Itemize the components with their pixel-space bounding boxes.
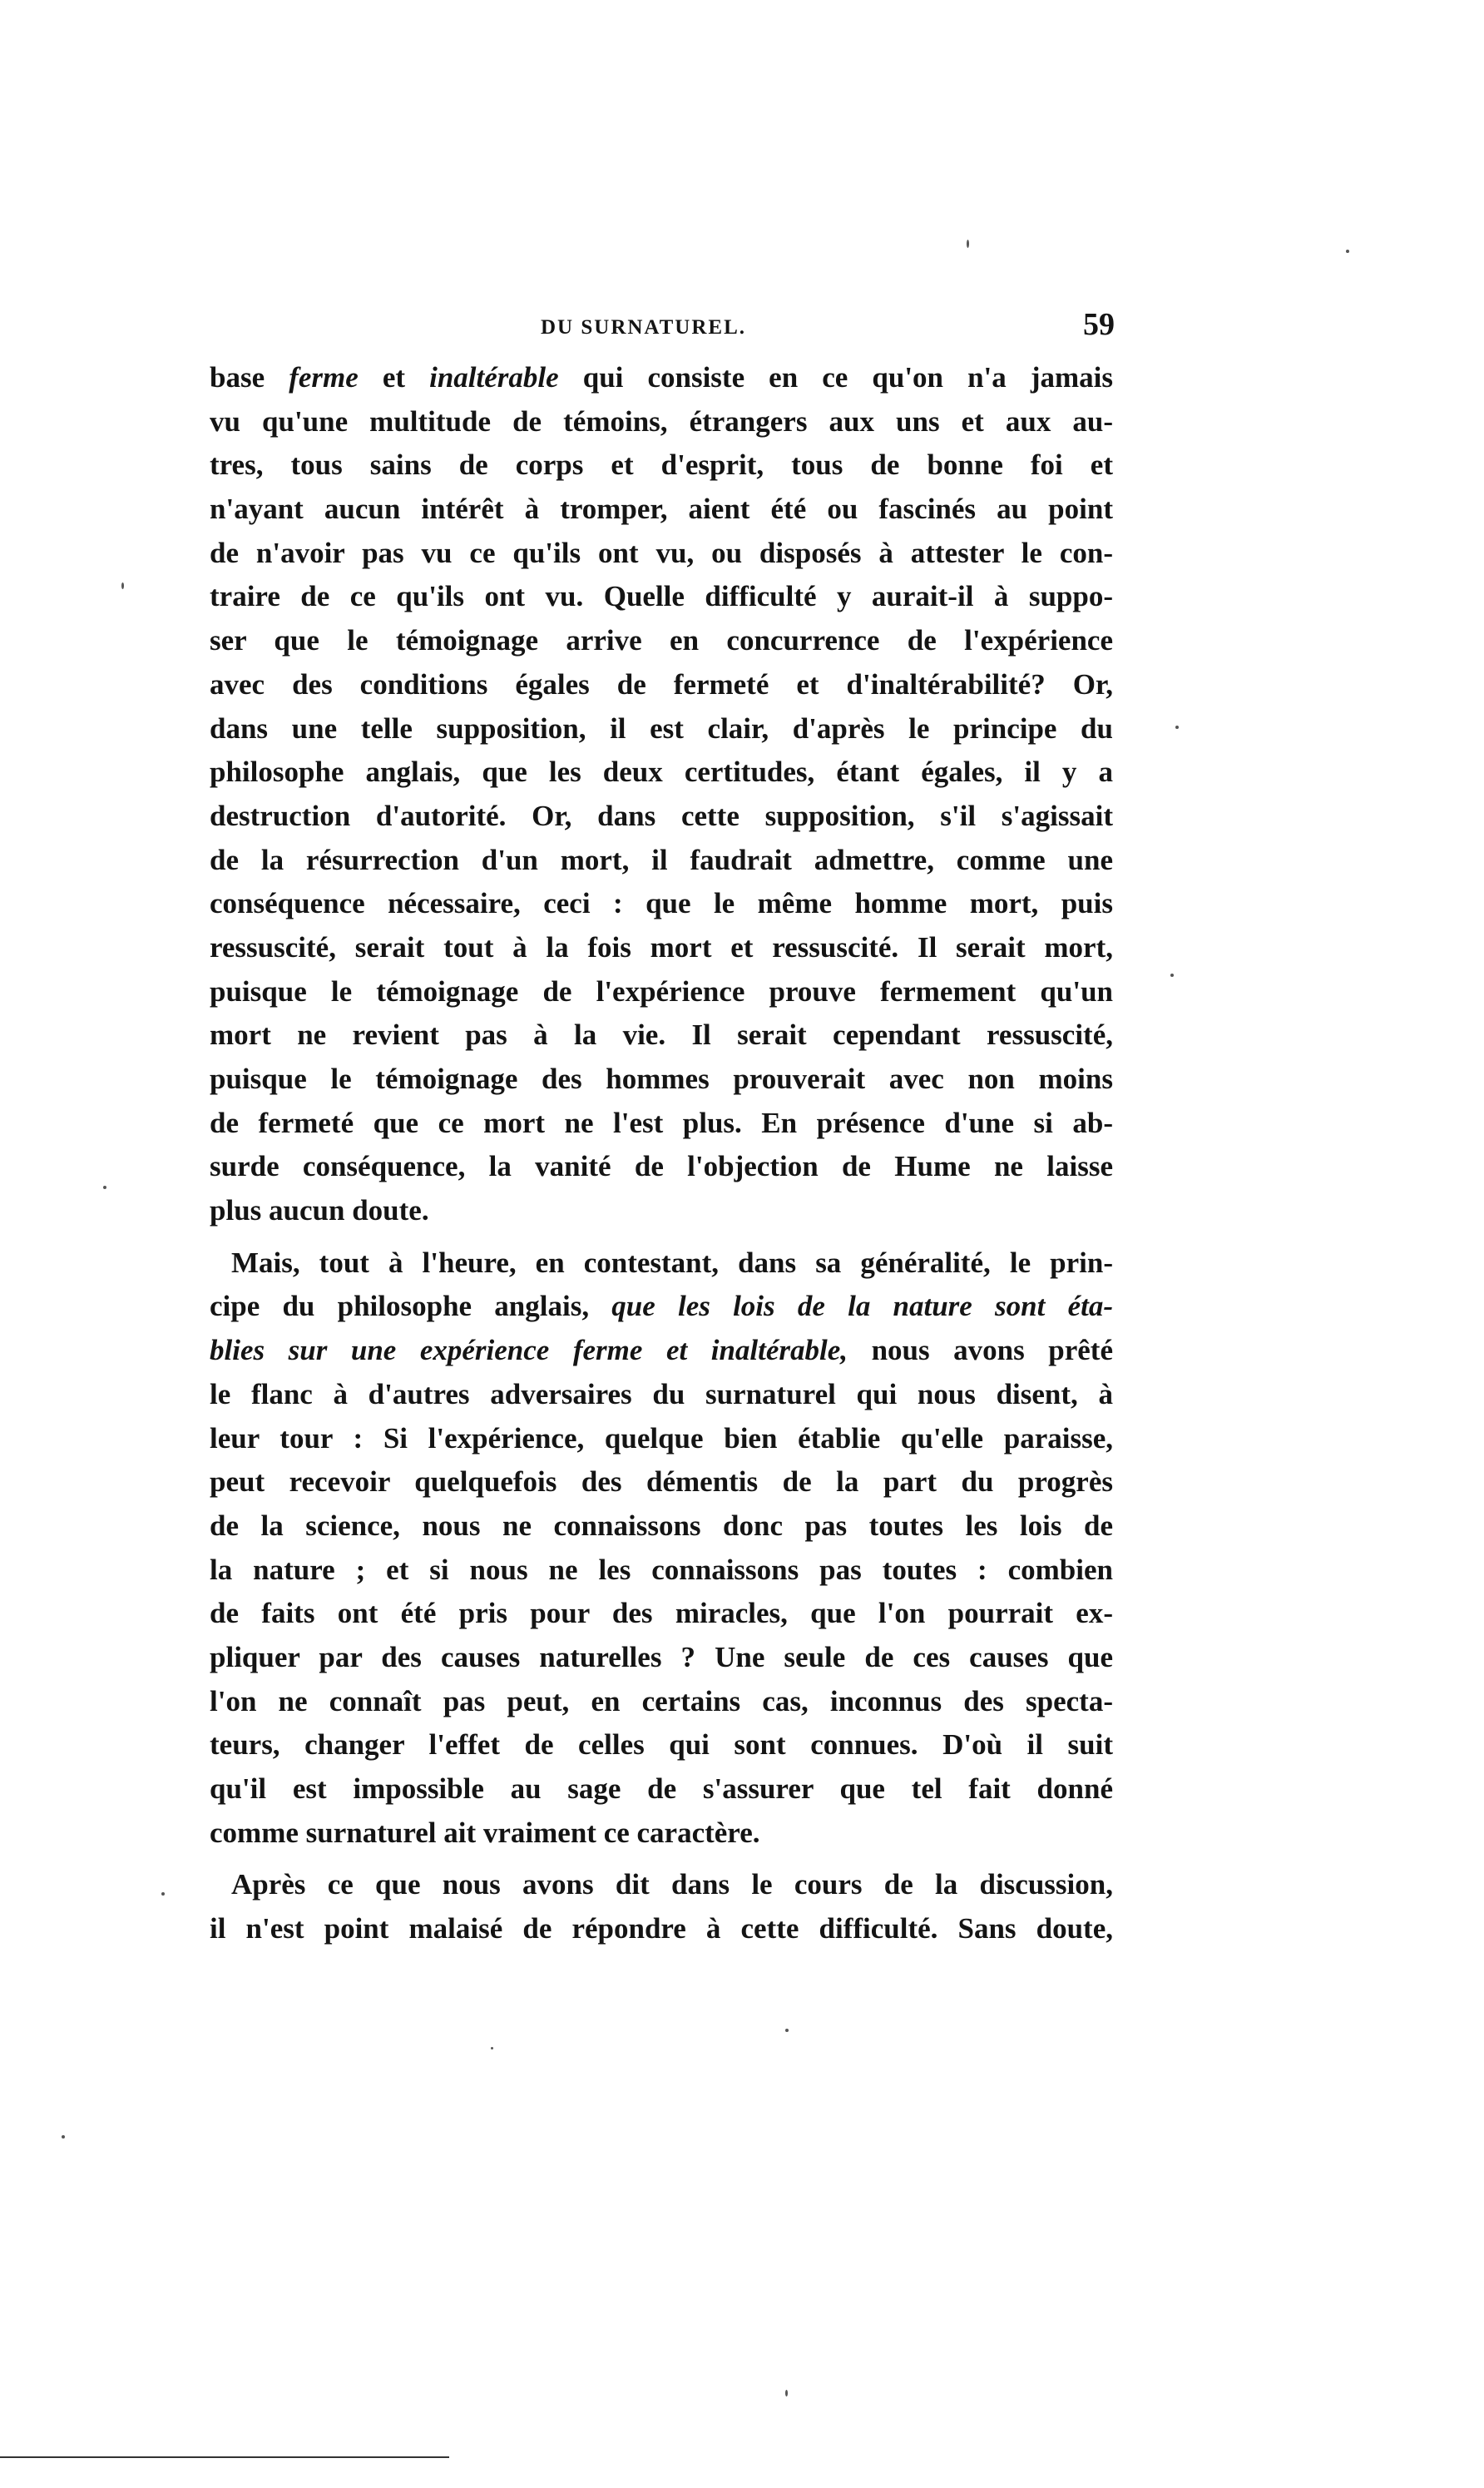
page-number: 59 [1083,307,1115,342]
scan-speck [785,2029,789,2032]
text-line: philosophe anglais, que les deux certitudes, étant égales, il y a [210,756,1113,789]
text-line: puisque le témoignage des hommes prouverait avec non moins [210,1063,1113,1095]
scan-speck [1175,726,1179,729]
text-line: de faits ont été pris pour des miracles, que l'on pourrait ex- [210,1597,1113,1630]
running-title: DU SURNATUREL. [541,316,747,339]
text-line: Après ce que nous avons dit dans le cours de la discussion, [231,1868,1113,1901]
text-line: surde conséquence, la vanité de l'objection de Hume ne laisse [210,1150,1113,1183]
text-line: de la résurrection d'un mort, il faudrait admettre, comme une [210,843,1113,876]
scan-speck [103,1186,106,1189]
text-line: Mais, tout à l'heure, en contestant, dans sa généralité, le prin- [231,1246,1113,1279]
text-line: de n'avoir pas vu ce qu'ils ont vu, ou disposés à attester le con- [210,536,1113,569]
text-line: comme surnaturel ait vraiment ce caractère. [210,1816,760,1849]
paragraph-gap [210,1233,1113,1242]
text-line: peut recevoir quelquefois des démentis de la part du progrès [210,1465,1113,1499]
scan-speck [967,240,969,248]
running-head [208,306,1115,348]
text-line: destruction d'autorité. Or, dans cette supposition, s'il s'agissait [210,799,1113,832]
paragraph-gap [210,1855,1113,1863]
text-line: qu'il est impossible au sage de s'assurer que tel fait donné [210,1772,1113,1805]
text-line: plus aucun doute. [210,1194,429,1227]
scan-speck [785,2390,788,2396]
text-line: n'ayant aucun intérêt à tromper, aient été ou fascinés au point [210,493,1113,526]
text-line: traire de ce qu'ils ont vu. Quelle difficulté y aurait-il à suppo- [210,580,1113,613]
text-line: il n'est point malaisé de répondre à cette difficulté. Sans doute, [210,1912,1113,1945]
text-line: cipe du philosophe anglais, que les lois de la nature sont éta- [210,1290,1113,1323]
scan-speck [1170,974,1174,977]
text-line: tres, tous sains de corps et d'esprit, tous de bonne foi et [210,449,1113,482]
text-line: dans une telle supposition, il est clair, d'après le principe du [210,711,1113,745]
text-line: puisque le témoignage de l'expérience prouve fermement qu'un [210,974,1113,1008]
scan-speck [491,2047,493,2049]
text-line: leur tour : Si l'expérience, quelque bien établie qu'elle paraisse, [210,1421,1113,1455]
text-line: pliquer par des causes naturelles ? Une seule de ces causes que [210,1640,1113,1673]
text-line: teurs, changer l'effet de celles qui sont connues. D'où il suit [210,1728,1113,1762]
text-line: base ferme et inaltérable qui consiste en ce qu'on n'a jamais [210,361,1113,394]
text-line: vu qu'une multitude de témoins, étrangers aux uns et aux au- [210,404,1113,438]
scan-speck [62,2135,65,2139]
footer-rule [0,2456,449,2458]
scan-speck [1346,250,1349,253]
text-line: blies sur une expérience ferme et inaltérable, nous avons prêté [210,1334,1113,1367]
text-line: mort ne revient pas à la vie. Il serait cependant ressuscité, [210,1018,1113,1052]
text-line: de la science, nous ne connaissons donc pas toutes les lois de [210,1509,1113,1542]
text-line: conséquence nécessaire, ceci : que le même homme mort, puis [210,887,1113,920]
scan-speck [121,582,124,589]
text-line: l'on ne connaît pas peut, en certains cas, inconnus des specta- [210,1684,1113,1717]
text-line: avec des conditions égales de fermeté et d'inaltérabilité? Or, [210,667,1113,701]
text-line: de fermeté que ce mort ne l'est plus. En présence d'une si ab- [210,1106,1113,1139]
scan-speck [161,1892,165,1896]
text-line: ressuscité, serait tout à la fois mort et ressuscité. Il serait mort, [210,930,1113,964]
text-line: ser que le témoignage arrive en concurrence de l'expérience [210,624,1113,657]
text-line: le flanc à d'autres adversaires du surnaturel qui nous disent, à [210,1377,1113,1410]
body-text [210,356,1113,1951]
text-line: la nature ; et si nous ne les connaissons pas toutes : combien [210,1553,1113,1586]
